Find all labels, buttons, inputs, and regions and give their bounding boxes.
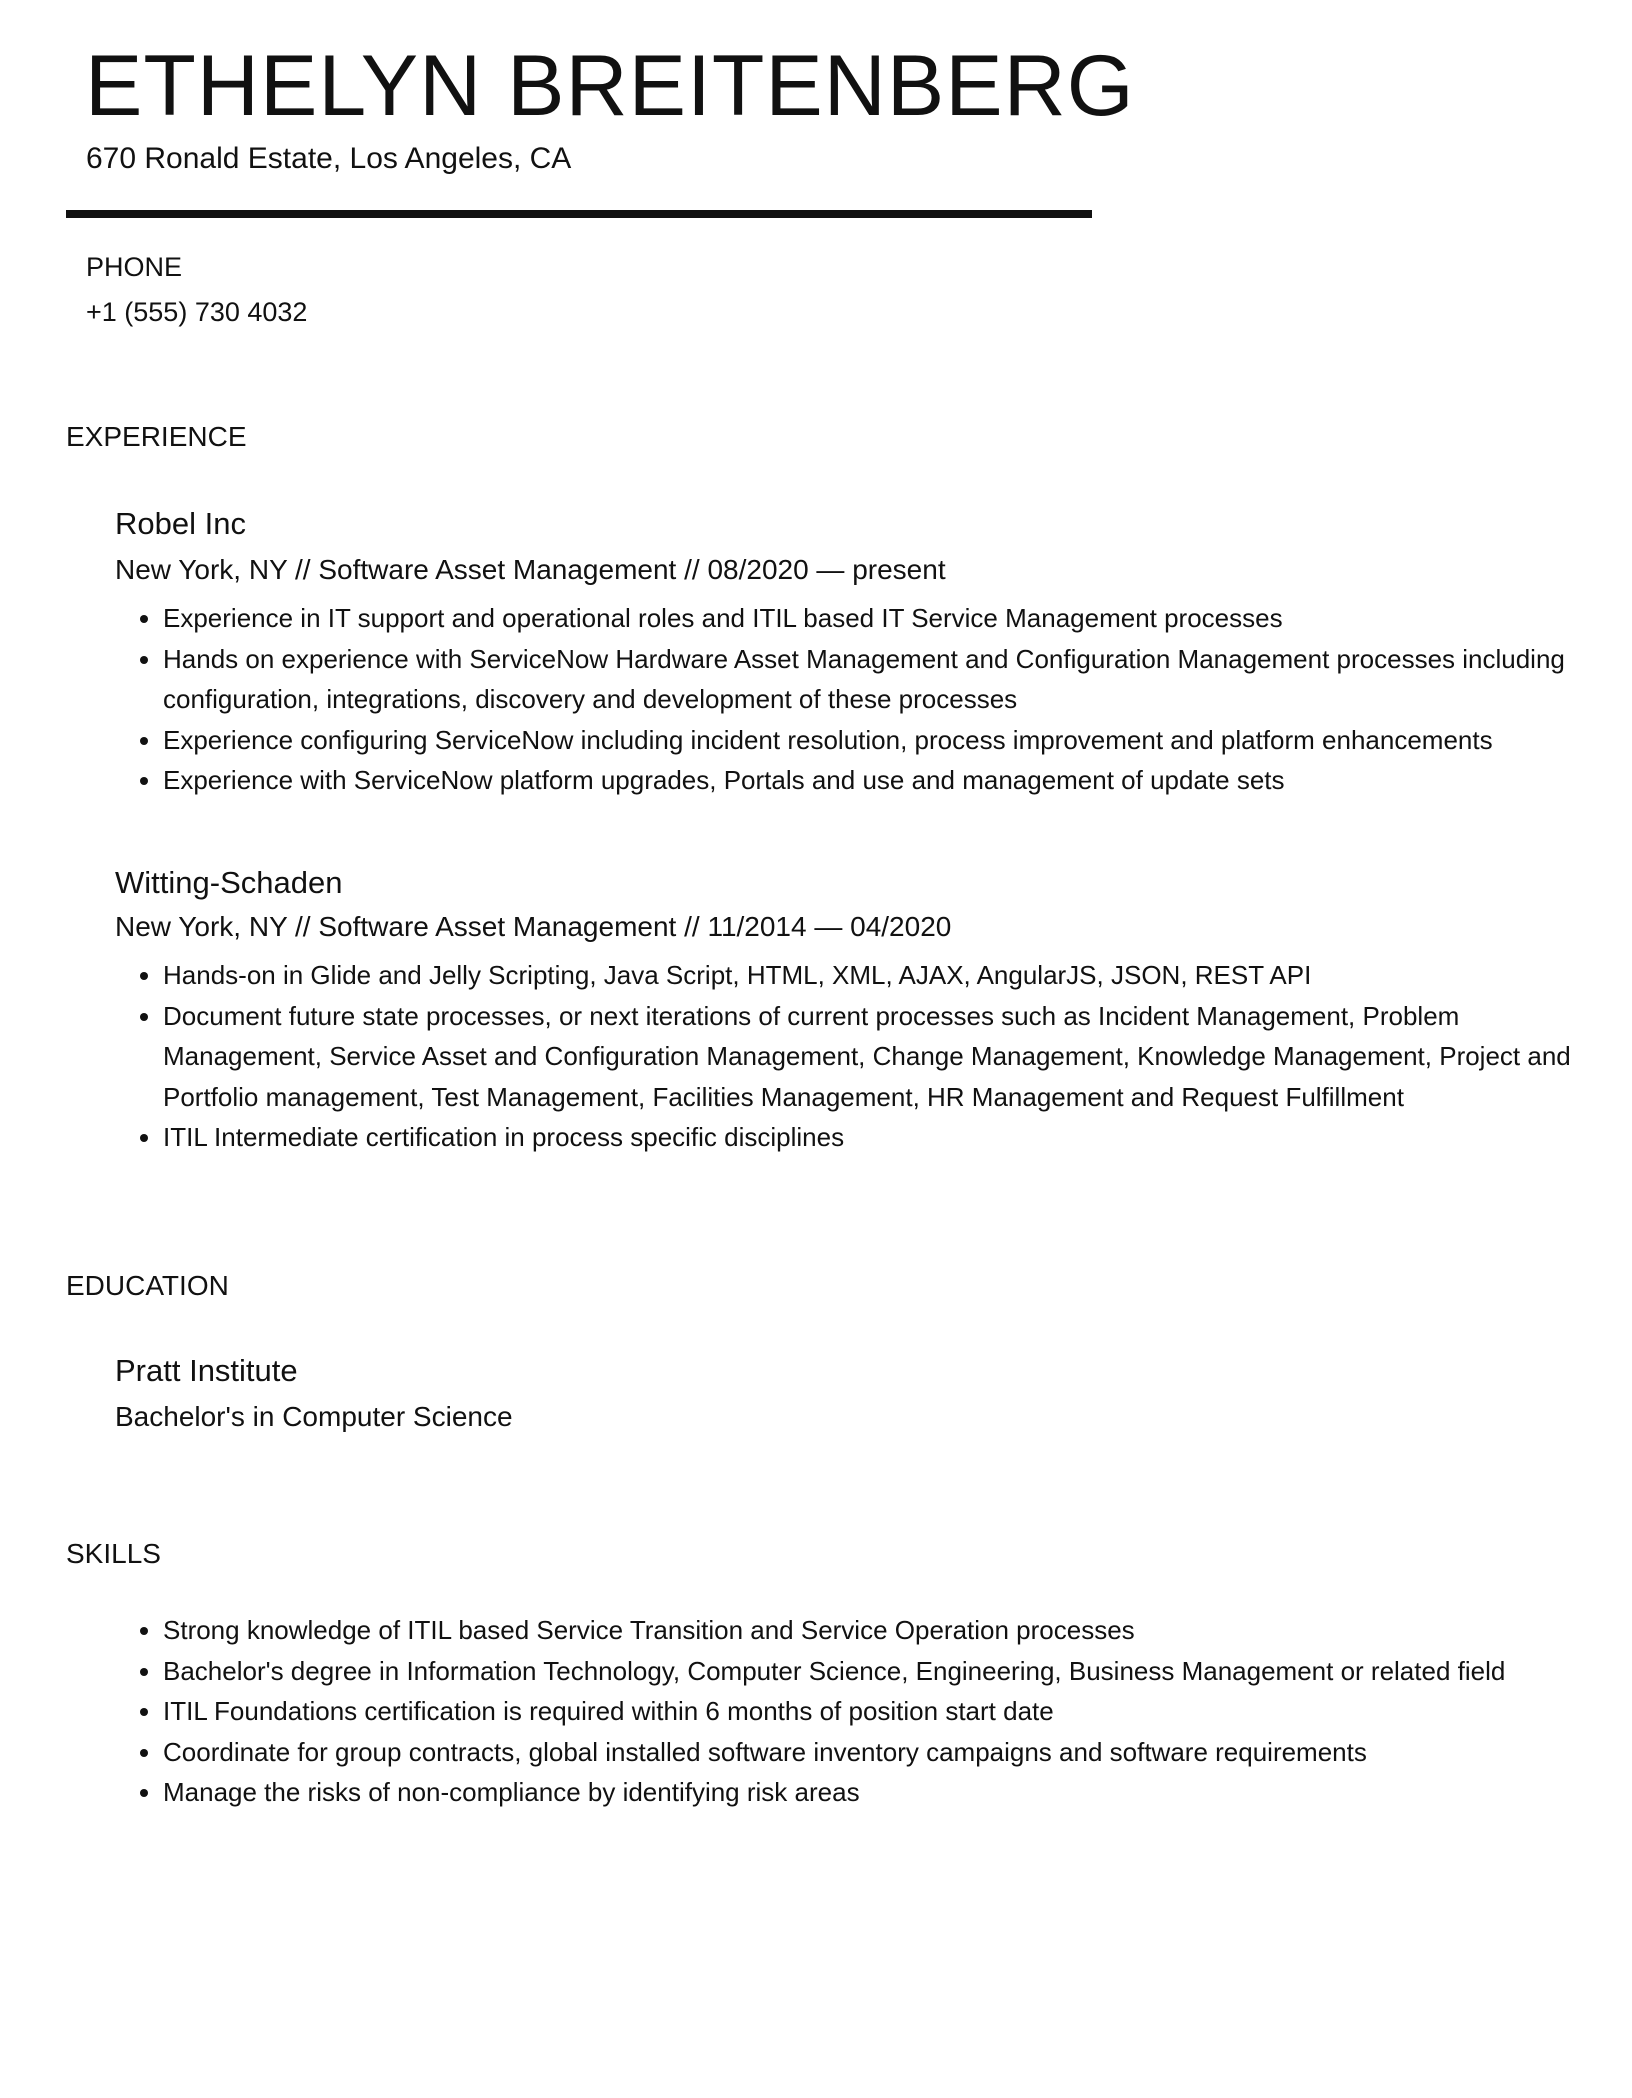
skill-item: • ITIL Foundations certification is required within 6 months of position start date (163, 1691, 1603, 1732)
experience-heading: EXPERIENCE (66, 421, 247, 452)
job-details: New York, NY // Software Asset Management // 08/2020 — present (115, 554, 946, 585)
degree: Bachelor's in Computer Science (115, 1401, 513, 1432)
job-bullet: • Hands-on in Glide and Jelly Scripting, Java Script, HTML, XML, AJAX, AngularJS, JSON, REST API (163, 955, 1603, 996)
education-heading: EDUCATION (66, 1270, 229, 1301)
job-bullet-list (115, 955, 1603, 1158)
job-bullet: • Experience configuring ServiceNow including incident resolution, process improvement and platform enhancements (163, 720, 1603, 761)
school-name: Pratt Institute (115, 1353, 298, 1388)
skill-item: • Manage the risks of non-compliance by identifying risk areas (163, 1772, 1603, 1813)
skill-item: • Bachelor's degree in Information Technology, Computer Science, Engineering, Business Management or related field (163, 1651, 1603, 1692)
job-company: Robel Inc (115, 506, 246, 541)
job-bullet: • Experience with ServiceNow platform upgrades, Portals and use and management of update sets (163, 760, 1603, 801)
skills-heading: SKILLS (66, 1538, 161, 1569)
job-bullet-list (115, 598, 1603, 801)
job-bullet: • Experience in IT support and operational roles and ITIL based IT Service Management processes (163, 598, 1603, 639)
job-company: Witting-Schaden (115, 865, 343, 900)
skill-item: • Coordinate for group contracts, global installed software inventory campaigns and software requirements (163, 1732, 1603, 1773)
skills-list (115, 1610, 1603, 1813)
job-bullet: • ITIL Intermediate certification in process specific disciplines (163, 1117, 1603, 1158)
job-details: New York, NY // Software Asset Management // 11/2014 — 04/2020 (115, 911, 952, 942)
job-bullet: • Document future state processes, or next iterations of current processes such as Incident Management, Problem Management, Service Asset and Configuration Management, Change Management, Knowledge Management, Project and Portfolio management, Test Management, Facilities Management, HR Management and Request Fulfillment (163, 996, 1603, 1118)
phone-label: PHONE (86, 252, 183, 282)
candidate-name: ETHELYN BREITENBERG (85, 38, 1135, 134)
phone-number: +1 (555) 730 4032 (86, 297, 308, 327)
header-divider (66, 210, 1092, 218)
skill-item: • Strong knowledge of ITIL based Service Transition and Service Operation processes (163, 1610, 1603, 1651)
candidate-address: 670 Ronald Estate, Los Angeles, CA (86, 142, 572, 175)
job-bullet: • Hands on experience with ServiceNow Hardware Asset Management and Configuration Management processes including configuration, integrations, discovery and development of these processes (163, 639, 1603, 720)
